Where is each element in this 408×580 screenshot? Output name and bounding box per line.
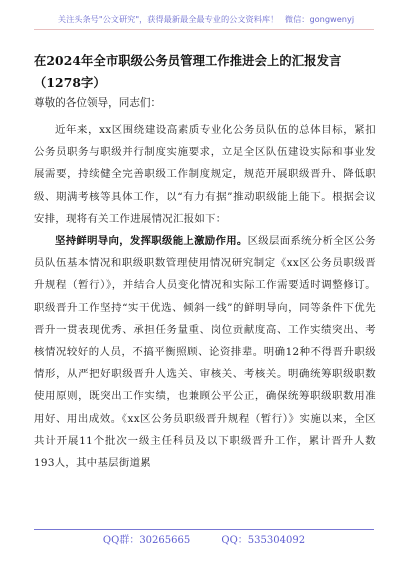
greeting: 尊敬的各位领导，同志们： bbox=[34, 97, 162, 109]
header-notice: 关注头条号"公文研究"，获得最新最全最专业的公文资料库！ bbox=[57, 14, 279, 24]
header-divider bbox=[34, 29, 374, 30]
footer-divider bbox=[34, 529, 374, 530]
paragraph-2-lead: 坚持鲜明导向，发挥职级能上激励作用。 bbox=[55, 235, 248, 248]
header-wechat: 微信：gongwenyj bbox=[284, 14, 355, 24]
header-banner bbox=[32, 9, 380, 29]
document-body bbox=[34, 119, 376, 474]
paragraph-2 bbox=[34, 230, 376, 474]
paragraph-2-text: 区级层面系统分析全区公务员队伍基本情况和职级职数管理使用情况研究制定《xx区公务员职级晋升规程（暂行）》，并结合人员变化情况和实际工作需要适时调整修订。职级晋升工作坚持“实干优选、倾斜一线”的鲜明导向，同等条件下优先晋升一贯表现优秀、承担任务量重、岗位贡献度高、工作实绩突出、考核情况较好的人员，不搞平衡照顾、论资排辈。明确12种不得晋升职级情形，从严把好职级晋升人选关、审核关、考核关。明确统筹职级职数使用原则，既突出工作实绩，也兼顾公平公正，确保统筹职级职数用准用好、用出成效。《xx区公务员职级晋升规程（暂行）》实施以来，全区共计开展11个批次一级主任科员及以下职级晋升工作，累计晋升人数193人，其中基层街道累 bbox=[34, 235, 376, 470]
paragraph-1: 近年来，xx区围绕建设高素质专业化公务员队伍的总体目标，紧扣公务员职务与职级并行制度实施要求，立足全区队伍建设实际和事业发展需要，持续健全完善职级工作制度规定，规范开展职级晋升、降低职级、期满考核等具体工作，以“有力有据”推动职级能上能下。根据会议安排，现将有关工作进展情况汇报如下： bbox=[34, 124, 376, 225]
footer-qq-group: QQ群：30265665 bbox=[102, 535, 191, 546]
document-title: 在2024年全市职级公务员管理工作推进会上的汇报发言（1278字） bbox=[34, 53, 342, 90]
footer-qq: QQ：535304092 bbox=[221, 535, 306, 546]
footer bbox=[0, 533, 408, 549]
